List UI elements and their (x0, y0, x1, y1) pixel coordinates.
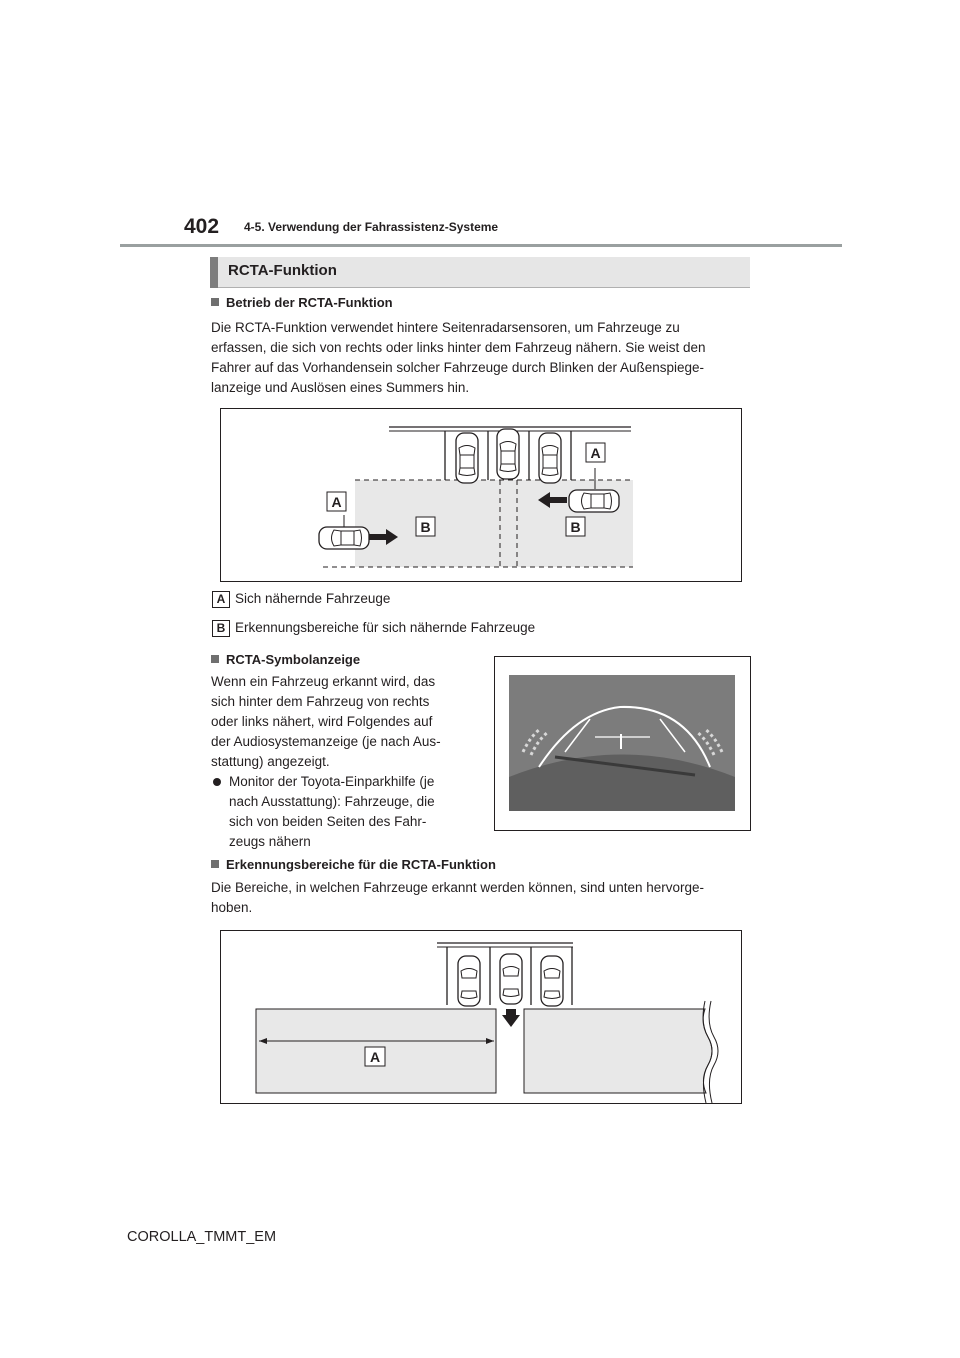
section-title: RCTA-Funktion (228, 262, 337, 279)
legend-item-b (212, 620, 535, 637)
text-line: Wenn ein Fahrzeug erkannt wird, das (211, 674, 436, 689)
text-line: Die RCTA-Funktion verwendet hintere Seitenradarsensoren, um Fahrzeuge zu (211, 320, 680, 335)
parked-car-icon (458, 956, 480, 1006)
parked-car-icon (456, 433, 478, 483)
operation-paragraph (211, 318, 751, 398)
text-line: stattung) angezeigt. (211, 754, 330, 769)
detection-area-diagram (221, 931, 741, 1103)
text-line: Fahrer auf das Vorhandensein solcher Fahrzeuge durch Blinken der Außenspiege- (211, 360, 705, 375)
parked-car-icon (541, 956, 563, 1006)
text-line: zeugs nähern (229, 834, 311, 849)
legend-item-a (212, 591, 390, 608)
legend-text: Erkennungsbereiche für sich nähernde Fahrzeuge (235, 620, 536, 635)
parked-car-icon (539, 433, 561, 483)
symbol-heading (211, 652, 360, 667)
label-a: A (331, 494, 342, 510)
header-rule (120, 244, 842, 247)
square-bullet-icon (211, 298, 219, 306)
approaching-car-icon (319, 527, 369, 549)
down-arrow-icon (502, 1009, 520, 1027)
text-line: nach Ausstattung): Fahrzeuge, die (229, 794, 435, 809)
legend-text: Sich nähernde Fahrzeuge (235, 591, 391, 606)
text-line: sich von beiden Seiten des Fahr- (229, 814, 427, 829)
rcta-display-figure (494, 656, 751, 831)
text-line: Monitor der Toyota-Einparkhilfe (je (229, 774, 435, 789)
page-number: 402 (184, 215, 220, 238)
rear-camera-display (495, 657, 750, 830)
approaching-car-icon (569, 490, 619, 512)
legend-key: B (212, 620, 230, 637)
text-line: Die Bereiche, in welchen Fahrzeuge erkannt werden können, sind unten hervorge- (211, 880, 705, 895)
symbol-paragraph (211, 672, 481, 772)
label-a: A (590, 445, 601, 461)
label-a: A (369, 1049, 381, 1065)
text-line: lanzeige und Auslösen eines Summers hin. (211, 380, 470, 395)
areas-heading-text: Erkennungsbereiche für die RCTA-Funktion (226, 857, 496, 872)
symbol-bullet (211, 772, 481, 852)
label-b: B (570, 519, 581, 535)
rcta-operation-figure (220, 408, 742, 582)
operation-heading-text: Betrieb der RCTA-Funktion (226, 295, 393, 310)
text-line: der Audiosystemanzeige (je nach Aus- (211, 734, 441, 749)
section-heading-bar (210, 257, 218, 288)
round-bullet-icon (213, 778, 221, 786)
text-line: erfassen, die sich von rechts oder links hinter dem Fahrzeug nähern. Sie weist den (211, 340, 706, 355)
square-bullet-icon (211, 655, 219, 663)
legend-key: A (212, 591, 230, 608)
own-car-icon (497, 429, 519, 479)
text-line: hoben. (211, 900, 253, 915)
section-heading (210, 257, 750, 288)
areas-paragraph (211, 878, 751, 918)
operation-heading (211, 295, 393, 310)
own-car-icon (500, 954, 522, 1004)
rcta-area-figure (220, 930, 742, 1104)
square-bullet-icon (211, 860, 219, 868)
chapter-title: 4-5. Verwendung der Fahrassistenz-Systeme (244, 220, 499, 234)
symbol-heading-text: RCTA-Symbolanzeige (226, 652, 361, 667)
text-line: sich hinter dem Fahrzeug von rechts (211, 694, 430, 709)
text-line: oder links nähert, wird Folgendes auf (211, 714, 433, 729)
rcta-operation-diagram (221, 409, 741, 581)
document-code: COROLLA_TMMT_EM (127, 1229, 277, 1245)
label-b: B (420, 519, 431, 535)
areas-heading (211, 857, 496, 872)
